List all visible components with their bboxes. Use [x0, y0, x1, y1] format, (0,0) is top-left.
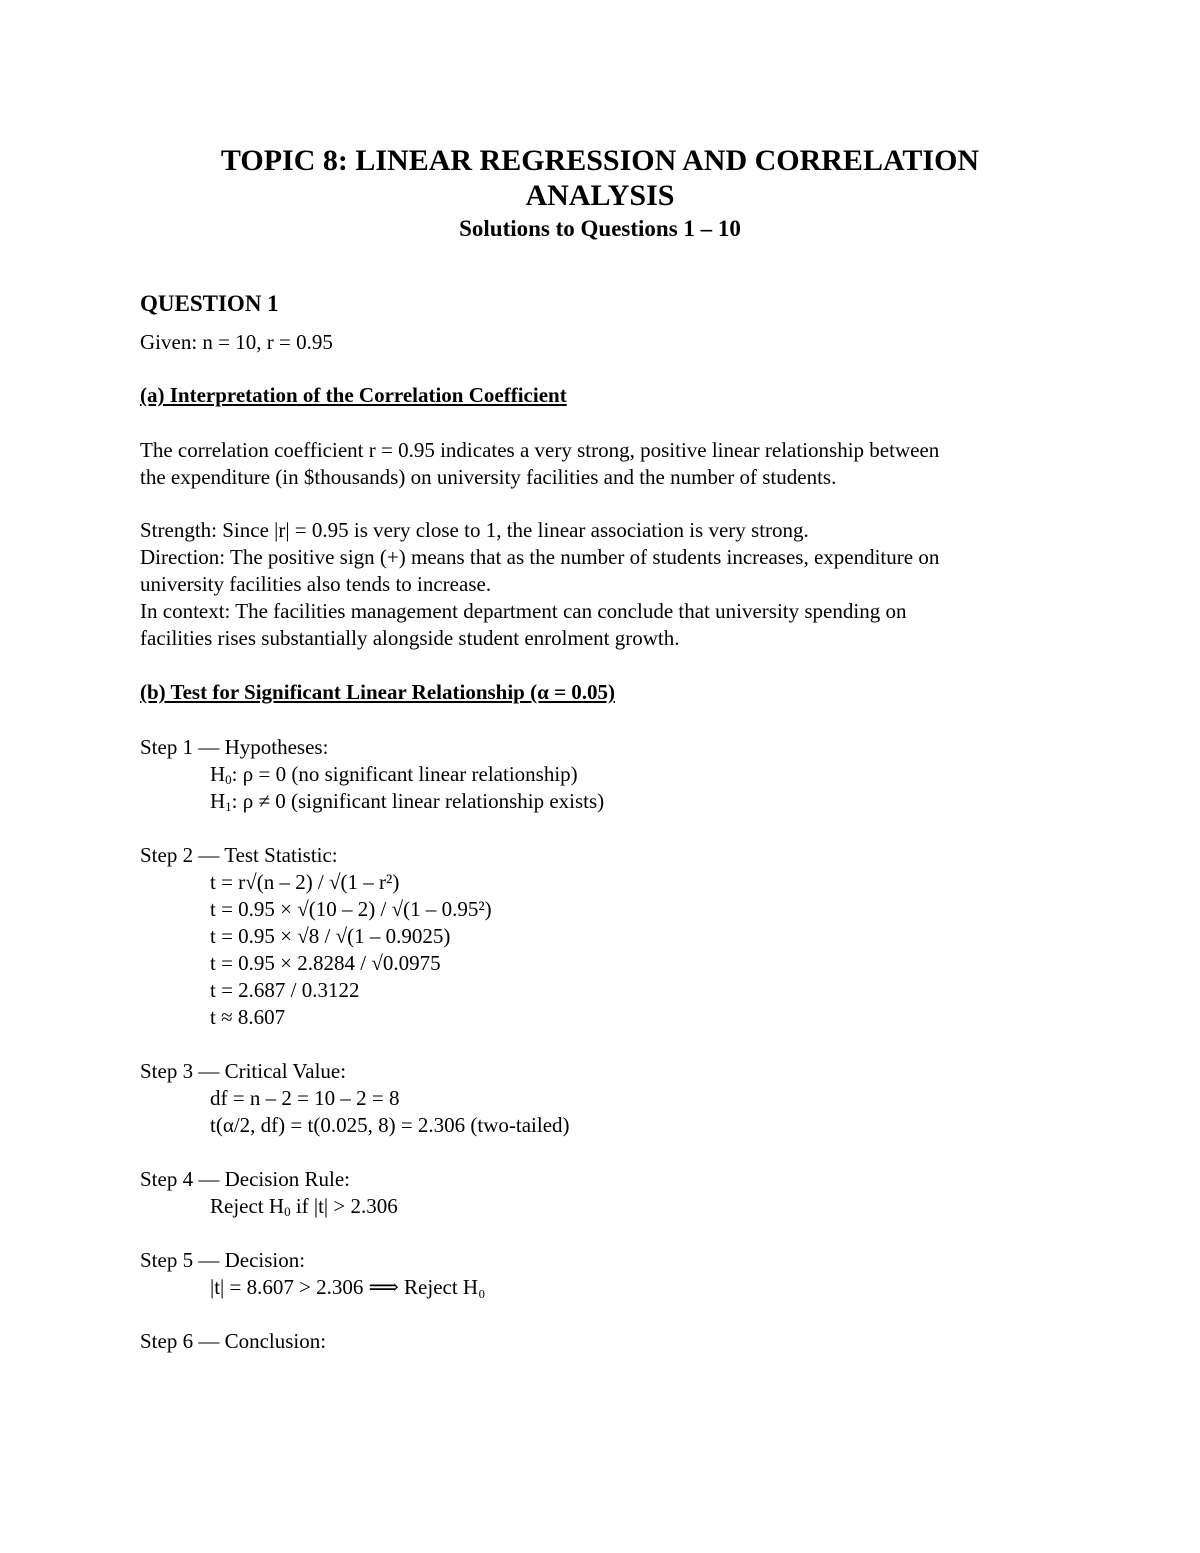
context-text-line-2: facilities rises substantially alongside student enrolment growth. [140, 626, 680, 650]
decision-rule-subscript: 0 [284, 1204, 291, 1219]
step-3-label: Step 3 — Critical Value: [140, 1059, 347, 1083]
critical-value: t(α/2, df) = t(0.025, 8) = 2.306 (two-tailed) [210, 1113, 570, 1137]
step-1-label: Step 1 — Hypotheses: [140, 735, 329, 759]
context-text-line-1: In context: The facilities management department can conclude that university spending on [140, 599, 907, 623]
part-b-heading: (b) Test for Significant Linear Relationship (α = 0.05) [140, 680, 616, 704]
given-values: Given: n = 10, r = 0.95 [140, 330, 333, 354]
direction-text-line-1: Direction: The positive sign (+) means that as the number of students increases, expenditure on [140, 545, 940, 569]
step-5-label: Step 5 — Decision: [140, 1248, 306, 1272]
page-title-line-1: TOPIC 8: LINEAR REGRESSION AND CORRELATION [220, 144, 980, 177]
page-title-line-2: ANALYSIS [525, 179, 675, 212]
h1-text: : ρ ≠ 0 (significant linear relationship exists) [231, 789, 605, 813]
h1-symbol: H [210, 789, 226, 813]
page-subtitle: Solutions to Questions 1 – 10 [459, 216, 741, 241]
test-statistic-line: t = 0.95 × 2.8284 / √0.0975 [210, 951, 441, 975]
question-heading: QUESTION 1 [140, 291, 279, 316]
h0-symbol: H [210, 762, 226, 786]
part-a-paragraph-line-1: The correlation coefficient r = 0.95 indicates a very strong, positive linear relationship between [140, 438, 940, 462]
part-a-heading: (a) Interpretation of the Correlation Coefficient [140, 383, 567, 407]
part-a-paragraph-line-2: the expenditure (in $thousands) on university facilities and the number of students. [140, 465, 837, 489]
test-statistic-line: t = 2.687 / 0.3122 [210, 978, 360, 1002]
strength-text: Strength: Since |r| = 0.95 is very close to 1, the linear association is very strong. [140, 518, 809, 542]
test-statistic-result: t ≈ 8.607 [210, 1005, 286, 1029]
null-hypothesis [210, 762, 578, 787]
decision-rule [210, 1194, 398, 1219]
test-statistic-line: t = 0.95 × √(10 – 2) / √(1 – 0.95²) [210, 897, 492, 921]
step-6-label: Step 6 — Conclusion: [140, 1329, 327, 1353]
decision-rule-prefix: Reject H [210, 1194, 285, 1218]
h0-subscript: 0 [225, 772, 232, 787]
direction-text-line-2: university facilities also tends to increase. [140, 572, 492, 596]
step-2-label: Step 2 — Test Statistic: [140, 843, 338, 867]
h1-subscript: 1 [225, 799, 232, 814]
degrees-of-freedom: df = n – 2 = 10 – 2 = 8 [210, 1086, 400, 1110]
alternative-hypothesis [210, 789, 604, 814]
decision-text: |t| = 8.607 > 2.306 ⟹ Reject H₀ [210, 1275, 486, 1299]
decision-rule-suffix: if |t| > 2.306 [290, 1194, 398, 1218]
h0-text: : ρ = 0 (no significant linear relationship) [231, 762, 578, 786]
test-statistic-line: t = r√(n – 2) / √(1 – r²) [210, 870, 400, 894]
test-statistic-line: t = 0.95 × √8 / √(1 – 0.9025) [210, 924, 451, 948]
step-4-label: Step 4 — Decision Rule: [140, 1167, 350, 1191]
